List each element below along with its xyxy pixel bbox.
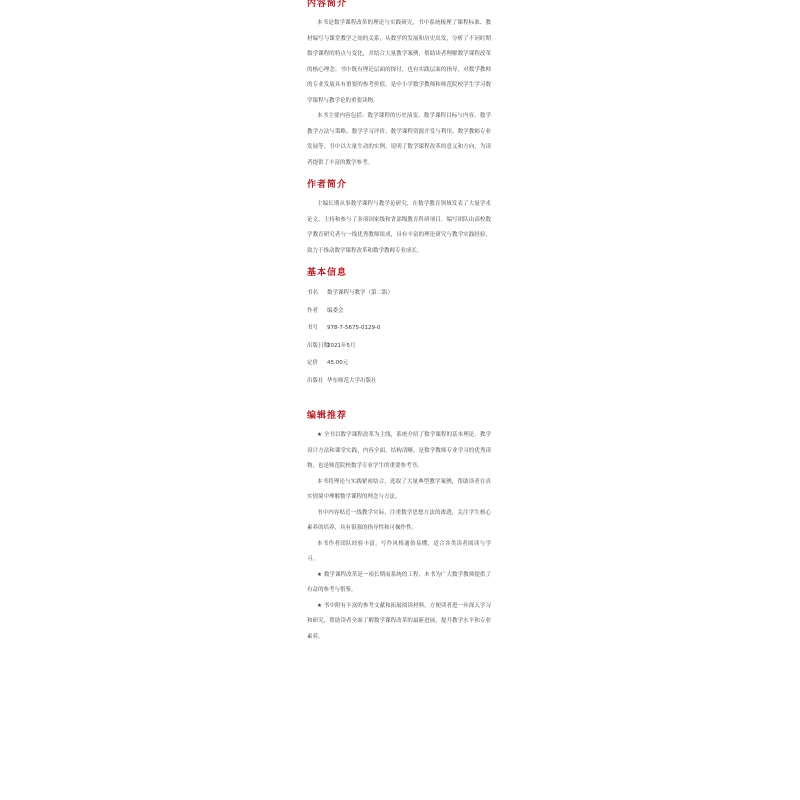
paragraph: 本书将理论与实践紧密结合，选取了大量典型教学案例，帮助读者在真实情境中理解数学课程的理念与方法。 [307, 478, 491, 500]
info-label: 书号 [307, 325, 319, 331]
section-title: 基本信息 [307, 268, 348, 278]
paragraph: ★ 数学课程改革是一项长期而系统的工程，本书为广大数学教师提供了有益的参考与借鉴。 [307, 571, 491, 593]
info-row [307, 320, 491, 338]
info-value: 45.00元 [327, 360, 349, 366]
info-value: 编委会 [327, 307, 344, 314]
info-row [307, 285, 491, 303]
section-content-intro [307, 0, 491, 171]
section-basic-info [307, 267, 491, 390]
info-value: 978-7-5675-0129-0 [327, 325, 381, 331]
info-label: 出版日期 [307, 342, 330, 349]
paragraph: 书中内容贴近一线教学实际，注重数学思想方法的渗透，关注学生核心素养的培养，具有很强的指导性和可操作性。 [307, 509, 491, 531]
info-label: 作者 [307, 307, 319, 314]
info-value: 华东师范大学出版社 [327, 377, 377, 384]
content-column [307, 0, 491, 800]
paragraph: 本书作者团队经验丰富，写作风格通俗易懂，适合各类读者阅读与学习。 [307, 540, 491, 562]
paragraph: ★ 全书以数学课程改革为主线，系统介绍了数学课程的基本理论、教学设计方法和课堂实践，内容全面，结构清晰，是数学教师专业学习的优秀读物，也是师范院校数学专业学生的重要参考书。 [307, 432, 491, 469]
info-label: 书名 [307, 290, 319, 296]
info-row [307, 355, 491, 373]
info-value: 2021年5月 [327, 342, 356, 349]
paragraph: 本书主要内容包括：数学课程的历史演变、数学课程目标与内容、数学教学方法与策略、数学学习评价、数学课程资源开发与利用、数学教师专业发展等。书中以大量生动的实例，说明了数学课程改革的意义和方向，为读者提供了丰富的教学参考。 [307, 113, 491, 166]
info-row [307, 303, 491, 321]
info-row [307, 373, 491, 391]
section-title: 内容简介 [307, 0, 348, 9]
section-title: 编辑推荐 [307, 411, 348, 421]
info-value: 数学课程与教学（第二版） [327, 290, 394, 296]
paragraph: ★ 书中附有丰富的参考文献和拓展阅读材料，方便读者进一步深入学习和研究，帮助读者全面了解数学课程改革的最新进展，提升教学水平和专业素养。 [307, 602, 491, 640]
section-title: 作者简介 [307, 180, 348, 190]
info-row [307, 338, 491, 356]
paragraph: 主编长期从事数学课程与教学论研究，在数学教育领域发表了大量学术论文，主持和参与了多项国家级和省部级教育科研项目。编写团队由高校数学教育研究者与一线优秀教师组成，具有丰富的理论研究与教学实践经验，致力于推动数学课程改革和数学教师专业成长。 [307, 201, 491, 254]
info-label: 出版社 [307, 377, 324, 384]
info-label: 定价 [307, 360, 319, 366]
section-author-intro [307, 179, 491, 259]
section-editor-recommend [307, 410, 491, 645]
paragraph: 本书是数学课程改革的理论与实践研究，书中系统梳理了课程标准、教材编写与课堂教学之间的关系，从数学的发展和历史出发，分析了不同时期数学课程的特点与变化，并结合大量教学案例，帮助读者理解数学课程改革的核心理念。书中既有理论层面的探讨，也有实践层面的指导，对数学教师的专业发展具有重要的参考价值，是中小学数学教师和师范院校学生学习数学课程与教学论的重要读物。 [307, 20, 491, 104]
